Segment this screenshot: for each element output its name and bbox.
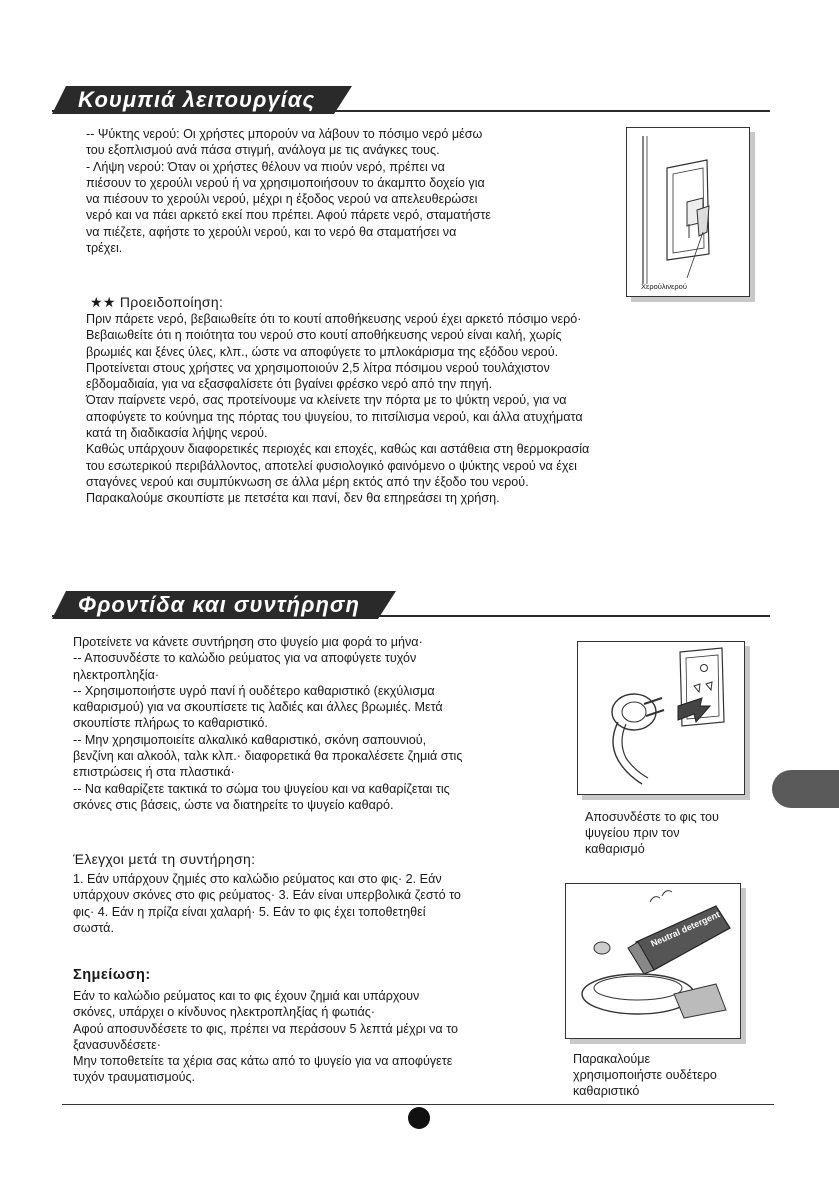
note-text: Εάν το καλώδιο ρεύματος και το φις έχουν ζημιά και υπάρχουν σκόνες, υπάρχει ο κίνδυνος ηλεκτροπληξίας ή φωτιάς· Αφού αποσυνδέσετε το φις, πρέπει να περάσουν 5 λεπτά μέχρι να το ξανασυνδέσετε· Μην τοποθετείτε τα χέρια σας κάτω από το ψυγείο για να αποφύγετε τυχόν τραυματισμούς. — [73, 989, 458, 1085]
maintenance-intro: Προτείνετε να κάνετε συντήρηση στο ψυγείο μια φορά το μήνα· -- Αποσυνδέστε το καλώδιο ρεύματος για να αποφύγετε τυχόν ηλεκτροπληξία· -- Χρησιμοποιήστε υγρό πανί ή ουδέτερο καθαριστικό (εκχύλισμα καθαρισμού) για να σκουπίσετε τις λαδιές και άλλες βρωμιές. Μετά σκουπίστε πλήρως το καθαριστικό. -- Μην χρησιμοποιείτε αλκαλικό καθαριστικό, σκόνη σαπουνιού, βενζίνη και αλκοόλ, ταλκ κλπ.· διαφορετικά θα προκαλέσετε ζημιά στις επιστρώσεις ή στα πλαστικά· -- Να καθαρίζετε τακτικά το σώμα του ψυγείου και να καθαρίζεται τις σκόνες στις βάσεις, ώστε να διατηρείτε το ψυγείο καθαρό. — [73, 635, 463, 812]
unplug-figure — [577, 641, 745, 795]
water-dispenser-intro: -- Ψύκτης νερού: Οι χρήστες μπορούν να λάβουν το πόσιμο νερό μέσω του εξοπλισμού ανά πάσα στιγμή, ανάλογα με τις ανάγκες τους. - Λήψη νερού: Όταν οι χρήστες θέλουν να πιούν νερό, πρέπει να πιέσουν το χερούλι νερού ή να χρησιμοποιήσουν το άκαμπτο δοχείο για να πιέσουν το χερούλι νερού, μέχρι η έξοδος νερού να απελευθερώσει νερό και να πάει αρκετό εκεί που πρέπει. Αφού πάρετε νερό, σταματήστε να πιέζετε, αφήστε το χερούλι νερού, και το νερό θα σταματήσει να τρέχει. — [86, 127, 491, 256]
footer-rule — [62, 1104, 774, 1105]
warning-text: Πριν πάρετε νερό, βεβαιωθείτε ότι το κουτί αποθήκευσης νερού έχει αρκετό πόσιμο νερό· Βεβαιωθείτε ότι η ποιότητα του νερού στο κουτί αποθήκευσης νερού είναι καλή, χωρίς βρωμιές και ξένες ύλες, κλπ., ώστε να αποφύγετε το μπλοκάρισμα της εξόδου νερού. Προτείνεται στους χρήστες να χρησιμοποιούν 2,5 λίτρα πόσιμου νερού τουλάχιστον εβδομαδιαία, για να εξασφαλίσετε ότι βγαίνει φρέσκο νερό από την πηγή. Όταν παίρνετε νερό, σας προτείνουμε να κλείνετε την πόρτα με το ψύκτη νερού, για να αποφύγετε το κούνημα της πόρτας του ψυγείου, το πιτσίλισμα νερού, και άλλα ατυχήματα κατά τη διαδικασία λήψης νερού. Καθώς υπάρχουν διαφορετικές περιοχές και εποχές, καθώς και αστάθεια στη θερμοκρασία του εσωτερικού περιβάλλοντος, αποτελεί φυσιολογικό φαινόμενο ο ψύκτης νερού να έχει σταγόνες νερού και συμπύκνωση σε άλλα μέρη εκτός από την έξοδο του νερού. Παρακαλούμε σκουπίστε με πετσέτα και πανί, δεν θα επηρεάσει τη χρήση. — [86, 312, 590, 506]
section-header-care-maintenance — [52, 589, 770, 619]
section-header-function-buttons — [52, 84, 770, 114]
note-title: Σημείωση: — [73, 967, 151, 983]
detergent-illustration — [566, 884, 740, 1038]
side-tab-marker — [772, 770, 839, 808]
checks-text: 1. Εάν υπάρχουν ζημιές στο καλώδιο ρεύματος και στο φις· 2. Εάν υπάρχουν σκόνες στο φις ρεύματος· 3. Εάν είναι υπερβολικά ζεστό το φις· 4. Εάν η πρίζα είναι χαλαρή· 5. Εάν το φις έχει τοποθετηθεί σωστά. — [73, 872, 461, 935]
unplug-caption: Αποσυνδέστε το φις του ψυγείου πριν τον καθαρισμό — [585, 810, 719, 856]
water-dispenser-figure — [626, 127, 750, 297]
unplug-illustration — [578, 642, 744, 794]
handle-label: Χερούλινερού — [641, 282, 687, 291]
dispenser-illustration — [627, 128, 749, 296]
detergent-caption: Παρακαλούμε χρησιμοποιήστε ουδέτερο καθαριστικό — [573, 1052, 717, 1098]
detergent-bottle-label: Neutral detergent — [649, 909, 722, 949]
detergent-figure — [565, 883, 741, 1039]
checks-title: Έλεγχοι μετά τη συντήρηση: — [73, 851, 256, 867]
warning-title: ★★ Προειδοποίηση: — [90, 294, 224, 310]
section-title: Κουμπιά λειτουργίας — [78, 87, 316, 112]
section-title: Φροντίδα και συντήρηση — [78, 592, 360, 617]
page-number-dot — [408, 1107, 430, 1129]
